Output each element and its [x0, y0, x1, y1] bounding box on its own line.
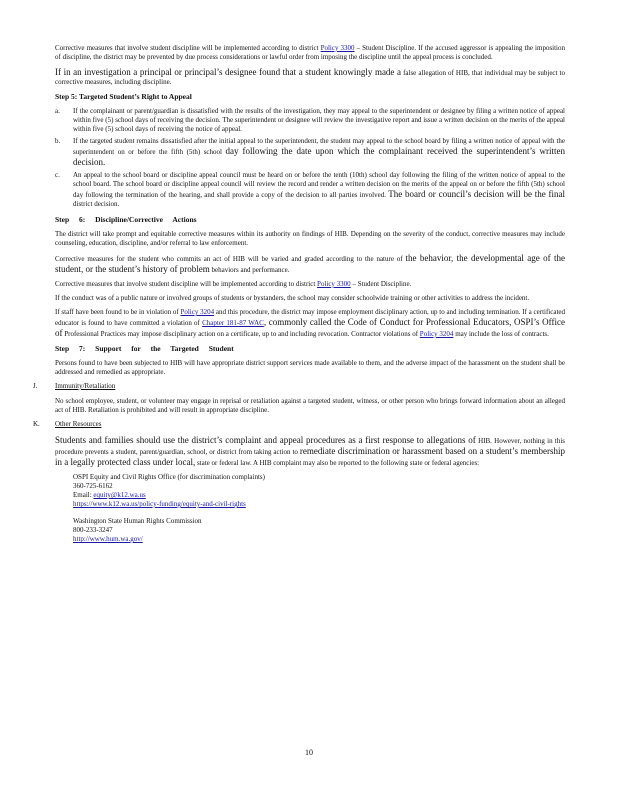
paragraph-support: Persons found to have been subjected to HIB will have appropriate district support services made available to them, and the adverse impact of the harassment on the student shall be addressed and remedied as appropriate. [55, 359, 565, 376]
paragraph-public-conduct: If the conduct was of a public nature or involved groups of students or bystanders, the school may consider schoolwide training or other activities to address the incident. [55, 294, 530, 302]
section-k: K. Other Resources Students and families should use the district’s complaint and appeal procedures as a first response to allegations of HIB. However, nothing in this procedure prevents a student, parent/guardian, school, or district from taking action to remediate discrimination or harassment based on a student’s membership in a legally protected class under local, state or federal law. A HIB complaint may also be reported to the following state or federal agencies: [33, 420, 565, 467]
paragraph-corrective-measures: The district will take prompt and equitable corrective measures within its authority on findings of HIB. Depending on the severity of the conduct, corrective measures may include counseling, education, discipline, and/or referral to law enforcement. [55, 230, 565, 247]
policy-3204-link[interactable]: Policy 3204 [419, 330, 454, 338]
step5-heading: Step 5: Targeted Student’s Right to Appeal [55, 92, 192, 101]
paragraph-student-discipline: Corrective measures that involve student discipline will be implemented according to district Policy 3300 – Student Discipline. [55, 280, 412, 288]
list-item: b. If the targeted student remains dissatisfied after the initial appeal to the superintendent, the student may appeal to the school board by filing a written notice of appeal with the superintendent on or before the fifth (5th) school day following the date upon which the complainant received the superintendent’s written decision. [55, 137, 566, 167]
paragraph-false-allegation: If in an investigation a principal or principal’s designee found that a student knowingly made a false allegation of HIB, that individual may be subject to corrective measures, including discipline. [55, 67, 565, 86]
step5-list [55, 107, 565, 209]
contact-ospi [55, 473, 565, 509]
policy-3300-link[interactable]: Policy 3300 [317, 280, 351, 288]
paragraph-discipline-appeal: Corrective measures that involve student discipline will be implemented according to district Policy 3300 – Student Discipline. If the accused aggressor is appealing the imposition of discipline, the district may be prevented by due process considerations or lawful order from imposing the discipline until the appeal process is concluded. [55, 44, 566, 61]
chapter-181-87-wac-link[interactable]: Chapter 181-87 WAC [202, 319, 264, 327]
contact-url-link[interactable]: https://www.k12.wa.us/policy-funding/equity-and-civil-rights [73, 500, 246, 508]
contact-hrc [55, 517, 565, 544]
policy-3300-link[interactable]: Policy 3300 [320, 44, 355, 52]
document-page [33, 44, 566, 552]
page-number: 10 [305, 748, 313, 757]
section-j: J. Immunity/Retaliation No school employee, student, or volunteer may engage in reprisal or retaliation against a targeted student, witness, or other person who brings forward information about an alleged act of HIB. Retaliation is prohibited and will result in appropriate discipline. [33, 382, 565, 414]
policy-3204-link[interactable]: Policy 3204 [180, 308, 215, 316]
paragraph-retaliation: No school employee, student, or volunteer may engage in reprisal or retaliation against a targeted student, witness, or other person who brings forward information about an alleged act of HIB. Retaliation is prohibited and will result in appropriate discipline. [55, 397, 565, 414]
email-link[interactable]: equity@k12.wa.us [93, 491, 146, 499]
list-item: a. If the complainant or parent/guardian is dissatisfied with the results of the investigation, they may appeal to the superintendent or designee by filing a written notice of appeal within five (5) school days of receiving the decision. The superintendent or designee will review the investigative report and issue a written decision on the merits of the appeal within five (5) school days of receiving the notice of appeal. [55, 107, 565, 133]
paragraph-other-resources: Students and families should use the district’s complaint and appeal procedures as a first response to allegations of HIB. However, nothing in this procedure prevents a student, parent/guardian, school, or district from taking action to remediate discrimination or harassment based on a student’s membership in a legally protected class under local, state or federal law. A HIB complaint may also be reported to the following state or federal agencies: [55, 435, 565, 467]
contact-name: Washington State Human Rights Commission [73, 517, 202, 525]
contact-phone: 360-725-6162 [73, 482, 113, 490]
step6-heading: Step 6: Discipline/Corrective Actions [55, 215, 197, 224]
list-item: c. An appeal to the school board or discipline appeal council must be heard on or before the tenth (10th) school day following the filing of the written notice of appeal to the school board. The school board or discipline appeal council will review the record and render a written decision on the merits of the appeal on or before the fifth (5th) school day following the termination of the hearing, and shall provide a copy of the decision to all parties involved. The board or council’s decision will be the final district decision. [55, 171, 566, 208]
contact-phone: 800-233-3247 [73, 526, 113, 534]
paragraph-staff-violation: If staff have been found to be in violation of Policy 3204 and this procedure, the district may impose employment disciplinary action, up to and including termination. If a certificated educator is found to have committed a violation of Chapter 181-87 WAC, commonly called the Code of Conduct for Professional Educators, OSPI’s Office of Professional Practices may impose disciplinary action on a certificate, up to and including revocation. Contractor violations of Policy 3204 may include the loss of contracts. [55, 308, 566, 338]
contact-email-row: Email: equity@k12.wa.us [73, 491, 146, 499]
paragraph-graded-measures: Corrective measures for the student who commits an act of HIB will be varied and graded according to the nature of the behavior, the developmental age of the student, or the student’s history of problem behaviors and performance. [55, 253, 565, 274]
section-j-title: Immunity/Retaliation [55, 382, 116, 390]
contact-url-link[interactable]: http://www.hum.wa.gov/ [73, 535, 143, 543]
contact-name: OSPI Equity and Civil Rights Office (for discrimination complaints) [73, 473, 265, 481]
step7-heading: Step 7: Support for the Targeted Student [55, 344, 234, 353]
section-k-title: Other Resources [55, 420, 102, 428]
